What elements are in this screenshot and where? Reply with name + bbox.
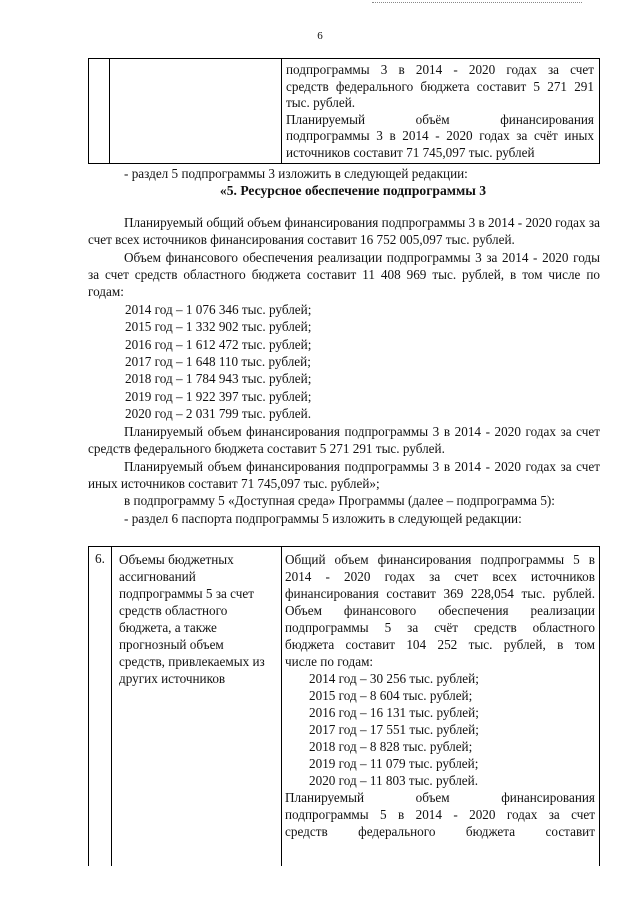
header-rule: [372, 2, 582, 3]
title-line: Объемы бюджетных: [119, 552, 234, 567]
title-line: других источников: [119, 671, 226, 686]
year-item: 2015 год – 8 604 тыс. рублей;: [309, 688, 473, 703]
column-divider: [281, 547, 282, 866]
title-line: бюджета, а также: [119, 620, 217, 635]
column-divider: [111, 547, 112, 866]
cell-line: тыс. рублей.: [286, 95, 356, 111]
row-content: [285, 551, 595, 840]
content-line: Общий объем финансирования подпрограммы 5 в: [285, 552, 595, 567]
passport-table: [88, 546, 600, 866]
year-item: 2020 год – 11 803 тыс. рублей.: [309, 773, 479, 788]
content-line: числе по годам:: [285, 654, 374, 669]
column-divider: [109, 59, 110, 163]
year-item: 2019 год – 11 079 тыс. рублей;: [309, 756, 479, 771]
year-item: 2017 год – 1 648 110 тыс. рублей;: [125, 354, 311, 370]
cell-line: подпрограммы 3 в 2014 - 2020 годах за счет: [286, 62, 594, 77]
year-item: 2014 год – 1 076 346 тыс. рублей;: [125, 301, 312, 317]
paragraph: Планируемый объем финансирования подпрограммы 3 в 2014 - 2020 годах за счет средств федерального бюджета составит 5 271 291 тыс. рублей.: [88, 423, 600, 457]
content-line: подпрограммы 5 за счёт средств областного: [285, 620, 595, 635]
paragraph: Планируемый объем финансирования подпрограммы 3 в 2014 - 2020 годах за счет иных источников составит 71 745,097 тыс. рублей»;: [88, 458, 600, 491]
year-item: 2018 год – 8 828 тыс. рублей;: [309, 739, 473, 754]
cell-line: подпрограммы 3 в 2014 - 2020 годах за счёт иных: [286, 128, 594, 144]
document-body: [88, 165, 600, 527]
content-line: средств федерального бюджета составит: [285, 824, 595, 839]
year-item: 2018 год – 1 784 943 тыс. рублей;: [125, 371, 312, 387]
content-line: финансирования составит 369 228,054 тыс. рублей.: [285, 586, 595, 601]
year-item: 2016 год – 1 612 472 тыс. рублей;: [125, 336, 312, 352]
paragraph: Объем финансового обеспечения реализации подпрограммы 3 за 2014 - 2020 годы за счет средств областного бюджета составит 11 408 969 тыс. рублей, в том числе по годам:: [88, 249, 600, 300]
title-line: средств областного: [119, 603, 228, 618]
page-number: 6: [317, 30, 323, 42]
year-item: 2014 год – 30 256 тыс. рублей;: [309, 671, 479, 686]
row-number: 6.: [95, 551, 105, 566]
paragraph: в подпрограмму 5 «Доступная среда» Программы (далее – подпрограмма 5):: [124, 493, 555, 509]
year-item: 2016 год – 16 131 тыс. рублей;: [309, 705, 479, 720]
column-divider: [281, 59, 282, 163]
cell-line: Планируемый объём финансирования: [286, 111, 594, 127]
paragraph: Планируемый общий объем финансирования подпрограммы 3 в 2014 - 2020 годах за счет всех источников финансирования составит 16 752 005,097 тыс. рублей.: [88, 214, 600, 248]
funding-cell: [286, 62, 594, 162]
content-line: Объем финансового обеспечения реализации: [285, 603, 595, 618]
year-item: 2017 год – 17 551 тыс. рублей;: [309, 722, 479, 737]
continuation-table: [88, 58, 600, 164]
content-line: подпрограммы 5 в 2014 - 2020 годах за счет: [285, 807, 595, 822]
year-item: 2015 год – 1 332 902 тыс. рублей;: [125, 319, 312, 335]
title-line: прогнозный объем: [119, 637, 224, 652]
content-line: 2014 - 2020 годах за счет всех источников: [285, 569, 595, 584]
title-line: средств, привлекаемых из: [119, 654, 265, 669]
section-heading: «5. Ресурсное обеспечение подпрограммы 3: [219, 183, 487, 199]
content-line: Планируемый объем финансирования: [285, 790, 595, 805]
content-line: бюджета составит 104 252 тыс. рублей, в том: [285, 637, 595, 652]
year-item: 2020 год – 2 031 799 тыс. рублей.: [125, 406, 311, 422]
title-line: ассигнований: [119, 569, 196, 584]
title-line: подпрограммы 5 за счет: [119, 586, 255, 601]
year-item: 2019 год – 1 922 397 тыс. рублей;: [125, 388, 312, 404]
cell-line: источников составит 71 745,097 тыс. рублей: [286, 144, 535, 160]
paragraph: - раздел 5 подпрограммы 3 изложить в следующей редакции:: [124, 166, 468, 181]
paragraph: - раздел 6 паспорта подпрограммы 5 изложить в следующей редакции:: [124, 510, 522, 526]
cell-line: средств федерального бюджета составит 5 271 291: [286, 78, 594, 94]
row-title: [119, 551, 281, 687]
